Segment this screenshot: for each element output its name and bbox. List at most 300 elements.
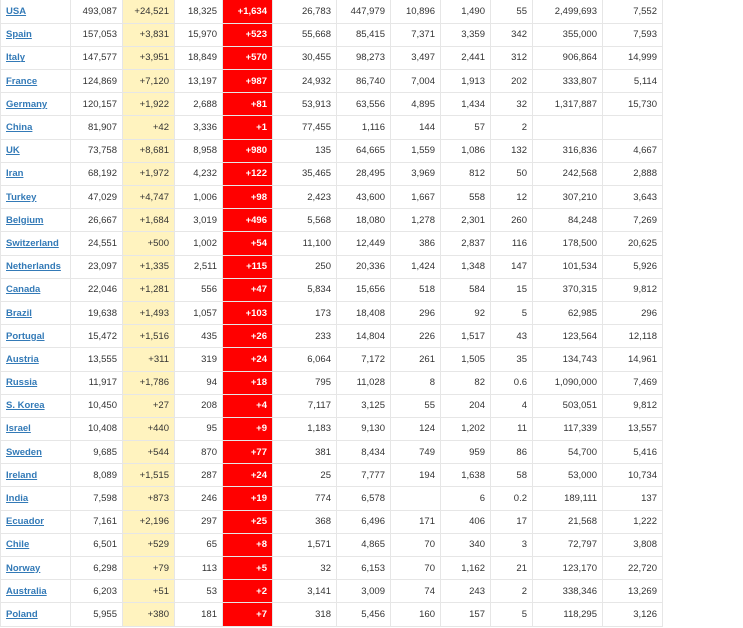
country-cell (1, 371, 71, 394)
country-cell (1, 278, 71, 301)
table-row (1, 23, 663, 46)
serious-critical-cell: 749 (391, 441, 441, 464)
total-tests-cell: 123,564 (533, 325, 603, 348)
active-cases-cell: 3,009 (337, 580, 391, 603)
table-row (1, 0, 663, 23)
total-cases-cell: 10,408 (71, 417, 123, 440)
serious-critical-cell: 55 (391, 394, 441, 417)
new-cases-cell: +529 (123, 533, 175, 556)
new-cases-cell: +1,493 (123, 301, 175, 324)
new-deaths-cell: +18 (223, 371, 273, 394)
tests-per-million-cell: 3,808 (603, 533, 663, 556)
country-cell (1, 116, 71, 139)
total-recovered-cell: 7,117 (273, 394, 337, 417)
new-deaths-cell: +7 (223, 603, 273, 626)
country-link[interactable]: Israel (6, 423, 31, 435)
active-cases-cell: 43,600 (337, 186, 391, 209)
active-cases-cell: 18,080 (337, 209, 391, 232)
tests-per-million-cell (603, 116, 663, 139)
table-row (1, 533, 663, 556)
new-cases-cell: +440 (123, 417, 175, 440)
table-row (1, 441, 663, 464)
country-link[interactable]: Brazil (6, 307, 32, 319)
total-recovered-cell: 381 (273, 441, 337, 464)
country-link[interactable]: Turkey (6, 191, 37, 203)
deaths-per-million-cell: 2 (491, 580, 533, 603)
new-deaths-cell: +570 (223, 46, 273, 69)
new-cases-cell: +1,335 (123, 255, 175, 278)
cases-per-million-cell: 204 (441, 394, 491, 417)
country-cell (1, 348, 71, 371)
total-recovered-cell: 5,834 (273, 278, 337, 301)
country-link[interactable]: Norway (6, 562, 41, 574)
tests-per-million-cell: 296 (603, 301, 663, 324)
deaths-per-million-cell: 4 (491, 394, 533, 417)
deaths-per-million-cell: 5 (491, 603, 533, 626)
total-recovered-cell: 77,455 (273, 116, 337, 139)
total-cases-cell: 124,869 (71, 70, 123, 93)
total-recovered-cell: 795 (273, 371, 337, 394)
new-cases-cell: +1,515 (123, 464, 175, 487)
cases-per-million-cell: 2,301 (441, 209, 491, 232)
tests-per-million-cell: 12,118 (603, 325, 663, 348)
total-tests-cell (533, 116, 603, 139)
country-link[interactable]: Germany (6, 98, 48, 110)
total-tests-cell: 316,836 (533, 139, 603, 162)
total-tests-cell: 189,111 (533, 487, 603, 510)
country-cell (1, 487, 71, 510)
total-cases-cell: 68,192 (71, 162, 123, 185)
cases-per-million-cell: 243 (441, 580, 491, 603)
cases-per-million-cell: 1,490 (441, 0, 491, 23)
total-tests-cell: 1,317,887 (533, 93, 603, 116)
active-cases-cell: 18,408 (337, 301, 391, 324)
total-recovered-cell: 135 (273, 139, 337, 162)
total-recovered-cell: 1,571 (273, 533, 337, 556)
active-cases-cell: 98,273 (337, 46, 391, 69)
new-cases-cell: +42 (123, 116, 175, 139)
active-cases-cell: 1,116 (337, 116, 391, 139)
total-tests-cell: 72,797 (533, 533, 603, 556)
new-cases-cell: +1,786 (123, 371, 175, 394)
total-tests-cell: 242,568 (533, 162, 603, 185)
serious-critical-cell: 296 (391, 301, 441, 324)
total-cases-cell: 13,555 (71, 348, 123, 371)
total-recovered-cell: 11,100 (273, 232, 337, 255)
total-deaths-cell: 18,849 (175, 46, 223, 69)
new-deaths-cell: +19 (223, 487, 273, 510)
total-cases-cell: 24,551 (71, 232, 123, 255)
new-deaths-cell: +1 (223, 116, 273, 139)
country-cell (1, 186, 71, 209)
country-link[interactable]: Spain (6, 29, 32, 41)
new-deaths-cell: +8 (223, 533, 273, 556)
active-cases-cell: 20,336 (337, 255, 391, 278)
active-cases-cell: 5,456 (337, 603, 391, 626)
total-cases-cell: 47,029 (71, 186, 123, 209)
new-deaths-cell: +9 (223, 417, 273, 440)
total-recovered-cell: 250 (273, 255, 337, 278)
new-cases-cell: +1,972 (123, 162, 175, 185)
table-row (1, 348, 663, 371)
deaths-per-million-cell: 11 (491, 417, 533, 440)
total-cases-cell: 147,577 (71, 46, 123, 69)
country-link[interactable]: Sweden (6, 446, 42, 458)
total-recovered-cell: 53,913 (273, 93, 337, 116)
serious-critical-cell: 74 (391, 580, 441, 603)
deaths-per-million-cell: 3 (491, 533, 533, 556)
active-cases-cell: 85,415 (337, 23, 391, 46)
total-recovered-cell: 32 (273, 557, 337, 580)
tests-per-million-cell: 22,720 (603, 557, 663, 580)
serious-critical-cell: 261 (391, 348, 441, 371)
country-link[interactable]: India (6, 493, 29, 505)
total-recovered-cell: 368 (273, 510, 337, 533)
country-link[interactable]: UK (6, 145, 20, 157)
new-cases-cell: +380 (123, 603, 175, 626)
cases-per-million-cell: 1,638 (441, 464, 491, 487)
total-deaths-cell: 94 (175, 371, 223, 394)
new-deaths-cell: +47 (223, 278, 273, 301)
table-row (1, 232, 663, 255)
serious-critical-cell: 3,497 (391, 46, 441, 69)
total-cases-cell: 11,917 (71, 371, 123, 394)
country-link[interactable]: Netherlands (6, 261, 61, 273)
new-deaths-cell: +103 (223, 301, 273, 324)
total-deaths-cell: 2,688 (175, 93, 223, 116)
total-cases-cell: 6,298 (71, 557, 123, 580)
country-cell (1, 162, 71, 185)
total-tests-cell: 21,568 (533, 510, 603, 533)
active-cases-cell: 12,449 (337, 232, 391, 255)
table-row (1, 510, 663, 533)
new-cases-cell: +3,831 (123, 23, 175, 46)
total-cases-cell: 15,472 (71, 325, 123, 348)
tests-per-million-cell: 7,593 (603, 23, 663, 46)
cases-per-million-cell: 1,086 (441, 139, 491, 162)
new-deaths-cell: +4 (223, 394, 273, 417)
tests-per-million-cell: 20,625 (603, 232, 663, 255)
new-cases-cell: +4,747 (123, 186, 175, 209)
cases-per-million-cell: 157 (441, 603, 491, 626)
active-cases-cell: 8,434 (337, 441, 391, 464)
serious-critical-cell: 10,896 (391, 0, 441, 23)
total-tests-cell: 338,346 (533, 580, 603, 603)
table-row (1, 255, 663, 278)
total-deaths-cell: 113 (175, 557, 223, 580)
tests-per-million-cell: 2,888 (603, 162, 663, 185)
country-link[interactable]: Belgium (6, 214, 44, 226)
deaths-per-million-cell: 15 (491, 278, 533, 301)
total-tests-cell: 906,864 (533, 46, 603, 69)
total-cases-cell: 7,598 (71, 487, 123, 510)
tests-per-million-cell: 5,416 (603, 441, 663, 464)
deaths-per-million-cell: 58 (491, 464, 533, 487)
cases-per-million-cell: 584 (441, 278, 491, 301)
total-cases-cell: 23,097 (71, 255, 123, 278)
country-link[interactable]: Switzerland (6, 237, 59, 249)
total-deaths-cell: 15,970 (175, 23, 223, 46)
active-cases-cell: 64,665 (337, 139, 391, 162)
new-deaths-cell: +24 (223, 464, 273, 487)
total-recovered-cell: 318 (273, 603, 337, 626)
table-row (1, 371, 663, 394)
total-deaths-cell: 3,336 (175, 116, 223, 139)
tests-per-million-cell: 137 (603, 487, 663, 510)
new-cases-cell: +1,281 (123, 278, 175, 301)
new-cases-cell: +544 (123, 441, 175, 464)
total-cases-cell: 5,955 (71, 603, 123, 626)
country-link[interactable]: Canada (6, 284, 41, 296)
country-link[interactable]: Italy (6, 52, 26, 64)
tests-per-million-cell: 7,469 (603, 371, 663, 394)
total-tests-cell: 84,248 (533, 209, 603, 232)
country-link[interactable]: Australia (6, 585, 47, 597)
cases-per-million-cell: 558 (441, 186, 491, 209)
new-deaths-cell: +54 (223, 232, 273, 255)
table-row (1, 325, 663, 348)
new-deaths-cell: +496 (223, 209, 273, 232)
new-cases-cell: +1,684 (123, 209, 175, 232)
total-tests-cell: 62,985 (533, 301, 603, 324)
new-cases-cell: +500 (123, 232, 175, 255)
tests-per-million-cell: 3,643 (603, 186, 663, 209)
new-deaths-cell: +523 (223, 23, 273, 46)
serious-critical-cell: 7,371 (391, 23, 441, 46)
country-link[interactable]: Ecuador (6, 516, 45, 528)
serious-critical-cell: 70 (391, 557, 441, 580)
active-cases-cell: 63,556 (337, 93, 391, 116)
total-tests-cell: 101,534 (533, 255, 603, 278)
active-cases-cell: 3,125 (337, 394, 391, 417)
tests-per-million-cell: 1,222 (603, 510, 663, 533)
table-row (1, 46, 663, 69)
cases-per-million-cell: 1,434 (441, 93, 491, 116)
new-cases-cell: +1,516 (123, 325, 175, 348)
new-cases-cell: +8,681 (123, 139, 175, 162)
cases-per-million-cell: 57 (441, 116, 491, 139)
country-cell (1, 301, 71, 324)
total-cases-cell: 8,089 (71, 464, 123, 487)
total-deaths-cell: 870 (175, 441, 223, 464)
total-deaths-cell: 4,232 (175, 162, 223, 185)
total-cases-cell: 120,157 (71, 93, 123, 116)
country-link[interactable]: Ireland (6, 469, 38, 481)
total-tests-cell: 178,500 (533, 232, 603, 255)
total-deaths-cell: 1,002 (175, 232, 223, 255)
cases-per-million-cell: 3,359 (441, 23, 491, 46)
serious-critical-cell: 160 (391, 603, 441, 626)
table-row (1, 487, 663, 510)
serious-critical-cell (391, 487, 441, 510)
country-link[interactable]: France (6, 75, 38, 87)
new-cases-cell: +2,196 (123, 510, 175, 533)
table-row (1, 186, 663, 209)
deaths-per-million-cell: 12 (491, 186, 533, 209)
total-tests-cell: 307,210 (533, 186, 603, 209)
serious-critical-cell: 1,424 (391, 255, 441, 278)
total-deaths-cell: 3,019 (175, 209, 223, 232)
country-cell (1, 580, 71, 603)
new-deaths-cell: +2 (223, 580, 273, 603)
deaths-per-million-cell: 55 (491, 0, 533, 23)
tests-per-million-cell: 3,126 (603, 603, 663, 626)
serious-critical-cell: 518 (391, 278, 441, 301)
total-recovered-cell: 55,668 (273, 23, 337, 46)
total-deaths-cell: 1,006 (175, 186, 223, 209)
serious-critical-cell: 8 (391, 371, 441, 394)
table-row (1, 116, 663, 139)
country-cell (1, 533, 71, 556)
cases-per-million-cell: 1,913 (441, 70, 491, 93)
total-deaths-cell: 319 (175, 348, 223, 371)
total-deaths-cell: 181 (175, 603, 223, 626)
total-tests-cell: 118,295 (533, 603, 603, 626)
total-cases-cell: 6,203 (71, 580, 123, 603)
country-cell (1, 93, 71, 116)
country-link[interactable]: China (6, 122, 33, 134)
table-body (1, 0, 663, 626)
deaths-per-million-cell: 147 (491, 255, 533, 278)
tests-per-million-cell: 13,269 (603, 580, 663, 603)
tests-per-million-cell: 13,557 (603, 417, 663, 440)
total-cases-cell: 9,685 (71, 441, 123, 464)
active-cases-cell: 86,740 (337, 70, 391, 93)
total-deaths-cell: 208 (175, 394, 223, 417)
country-cell (1, 232, 71, 255)
total-tests-cell: 1,090,000 (533, 371, 603, 394)
new-deaths-cell: +25 (223, 510, 273, 533)
country-cell (1, 70, 71, 93)
country-link[interactable]: Portugal (6, 330, 45, 342)
new-cases-cell: +27 (123, 394, 175, 417)
country-link[interactable]: Chile (6, 539, 30, 551)
total-deaths-cell: 435 (175, 325, 223, 348)
table-row (1, 580, 663, 603)
cases-per-million-cell: 2,441 (441, 46, 491, 69)
table-row (1, 278, 663, 301)
active-cases-cell: 11,028 (337, 371, 391, 394)
deaths-per-million-cell: 86 (491, 441, 533, 464)
table-row (1, 93, 663, 116)
table-row (1, 139, 663, 162)
total-recovered-cell: 6,064 (273, 348, 337, 371)
new-deaths-cell: +5 (223, 557, 273, 580)
total-tests-cell: 53,000 (533, 464, 603, 487)
new-cases-cell: +24,521 (123, 0, 175, 23)
new-deaths-cell: +987 (223, 70, 273, 93)
new-cases-cell: +873 (123, 487, 175, 510)
new-deaths-cell: +26 (223, 325, 273, 348)
deaths-per-million-cell: 5 (491, 301, 533, 324)
tests-per-million-cell: 10,734 (603, 464, 663, 487)
serious-critical-cell: 4,895 (391, 93, 441, 116)
total-deaths-cell: 1,057 (175, 301, 223, 324)
country-cell (1, 23, 71, 46)
table-row (1, 394, 663, 417)
new-cases-cell: +79 (123, 557, 175, 580)
new-cases-cell: +311 (123, 348, 175, 371)
cases-per-million-cell: 812 (441, 162, 491, 185)
cases-per-million-cell: 82 (441, 371, 491, 394)
deaths-per-million-cell: 2 (491, 116, 533, 139)
cases-per-million-cell: 1,202 (441, 417, 491, 440)
active-cases-cell: 6,496 (337, 510, 391, 533)
tests-per-million-cell: 5,926 (603, 255, 663, 278)
total-recovered-cell: 24,932 (273, 70, 337, 93)
total-tests-cell: 123,170 (533, 557, 603, 580)
total-tests-cell: 355,000 (533, 23, 603, 46)
active-cases-cell: 447,979 (337, 0, 391, 23)
total-deaths-cell: 8,958 (175, 139, 223, 162)
country-cell (1, 139, 71, 162)
country-cell (1, 394, 71, 417)
deaths-per-million-cell: 202 (491, 70, 533, 93)
deaths-per-million-cell: 32 (491, 93, 533, 116)
total-tests-cell: 134,743 (533, 348, 603, 371)
country-cell (1, 325, 71, 348)
country-link[interactable]: Russia (6, 377, 38, 389)
new-deaths-cell: +115 (223, 255, 273, 278)
serious-critical-cell: 171 (391, 510, 441, 533)
country-cell (1, 510, 71, 533)
country-link[interactable]: Poland (6, 608, 38, 620)
country-cell (1, 557, 71, 580)
total-cases-cell: 81,907 (71, 116, 123, 139)
cases-per-million-cell: 959 (441, 441, 491, 464)
cases-per-million-cell: 1,517 (441, 325, 491, 348)
tests-per-million-cell: 15,730 (603, 93, 663, 116)
new-deaths-cell: +98 (223, 186, 273, 209)
deaths-per-million-cell: 312 (491, 46, 533, 69)
country-link[interactable]: USA (6, 5, 27, 17)
total-recovered-cell: 774 (273, 487, 337, 510)
total-deaths-cell: 246 (175, 487, 223, 510)
deaths-per-million-cell: 342 (491, 23, 533, 46)
serious-critical-cell: 7,004 (391, 70, 441, 93)
country-cell (1, 0, 71, 23)
deaths-per-million-cell: 21 (491, 557, 533, 580)
serious-critical-cell: 144 (391, 116, 441, 139)
total-recovered-cell: 173 (273, 301, 337, 324)
table-row (1, 162, 663, 185)
tests-per-million-cell: 5,114 (603, 70, 663, 93)
tests-per-million-cell: 9,812 (603, 278, 663, 301)
serious-critical-cell: 1,278 (391, 209, 441, 232)
tests-per-million-cell: 14,999 (603, 46, 663, 69)
deaths-per-million-cell: 50 (491, 162, 533, 185)
country-link[interactable]: Iran (6, 168, 24, 180)
country-link[interactable]: S. Korea (6, 400, 45, 412)
cases-per-million-cell: 6 (441, 487, 491, 510)
country-link[interactable]: Austria (6, 353, 39, 365)
cases-per-million-cell: 406 (441, 510, 491, 533)
tests-per-million-cell: 14,961 (603, 348, 663, 371)
country-cell (1, 464, 71, 487)
serious-critical-cell: 386 (391, 232, 441, 255)
active-cases-cell: 4,865 (337, 533, 391, 556)
country-cell (1, 209, 71, 232)
total-tests-cell: 54,700 (533, 441, 603, 464)
serious-critical-cell: 1,559 (391, 139, 441, 162)
total-tests-cell: 503,051 (533, 394, 603, 417)
total-tests-cell: 370,315 (533, 278, 603, 301)
tests-per-million-cell: 7,552 (603, 0, 663, 23)
new-deaths-cell: +24 (223, 348, 273, 371)
total-cases-cell: 157,053 (71, 23, 123, 46)
deaths-per-million-cell: 132 (491, 139, 533, 162)
cases-per-million-cell: 1,348 (441, 255, 491, 278)
